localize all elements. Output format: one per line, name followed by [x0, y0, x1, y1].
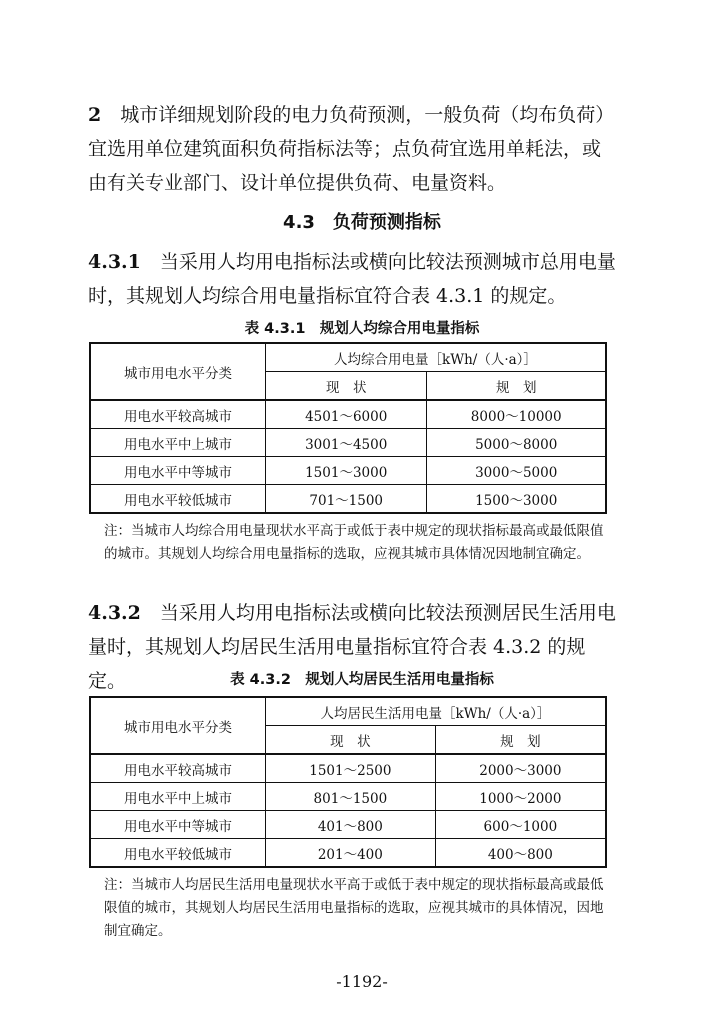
- table1-header-group: 人均综合用电量［kWh/（人·a）］: [266, 343, 607, 372]
- row-current: 701～1500: [266, 485, 427, 514]
- table-row: [90, 485, 606, 514]
- clause-number: 4.3.2: [88, 602, 141, 624]
- row-planned: 400～800: [435, 839, 606, 868]
- row-category: 用电水平较高城市: [90, 754, 266, 783]
- row-category: 用电水平中等城市: [90, 457, 266, 485]
- table-row: [90, 400, 606, 429]
- row-category: 用电水平中上城市: [90, 783, 266, 811]
- table2-header-group: 人均居民生活用电量［kWh/（人·a）］: [266, 697, 607, 726]
- table2-header-current: 现 状: [266, 726, 436, 755]
- table1-header-category: 城市用电水平分类: [90, 343, 266, 400]
- paragraph-text: 城市详细规划阶段的电力负荷预测，一般负荷（均布负荷）宜选用单位建筑面积负荷指标法等；点负荷宜选用单耗法，或由有关专业部门、设计单位提供负荷、电量资料。: [88, 104, 615, 194]
- table1: [89, 342, 607, 514]
- note-text: 当城市人均居民生活用电量现状水平高于或低于表中规定的现状指标最高或最低限值的城市，其规划人均居民生活用电量指标的选取，应视其城市的具体情况，因地制宜确定。: [104, 877, 604, 939]
- row-category: 用电水平较低城市: [90, 485, 266, 514]
- table-row: [90, 457, 606, 485]
- row-current: 1501～2500: [266, 754, 436, 783]
- clause-4-3-1: [88, 245, 618, 313]
- table2-caption: 表 4.3.2 规划人均居民生活用电量指标: [230, 672, 494, 688]
- row-planned: 5000～8000: [427, 429, 606, 457]
- row-planned: 8000～10000: [427, 400, 606, 429]
- table-row: [90, 429, 606, 457]
- clause-text: 当采用人均用电指标法或横向比较法预测城市总用电量时，其规划人均综合用电量指标宜符合表 4.3.1 的规定。: [88, 251, 616, 307]
- row-planned: 2000～3000: [435, 754, 606, 783]
- table-row: [90, 839, 606, 868]
- row-current: 201～400: [266, 839, 436, 868]
- table-row: [90, 783, 606, 811]
- table2-header-planned: 规 划: [435, 726, 606, 755]
- note-label: 注：: [104, 877, 131, 893]
- table1-header-planned: 规 划: [427, 372, 606, 401]
- table-row: [90, 811, 606, 839]
- note-label: 注：: [104, 523, 131, 539]
- row-planned: 600～1000: [435, 811, 606, 839]
- note-text: 当城市人均综合用电量现状水平高于或低于表中规定的现状指标最高或最低限值的城市。其规划人均综合用电量指标的选取，应视其城市具体情况因地制宜确定。: [104, 523, 604, 562]
- row-planned: 1000～2000: [435, 783, 606, 811]
- clause-number: 4.3.1: [88, 251, 141, 273]
- table-row: [90, 754, 606, 783]
- table2-note: [104, 874, 616, 943]
- page-number: -1192-: [336, 972, 388, 991]
- row-current: 401～800: [266, 811, 436, 839]
- clause-text: 当采用人均用电指标法或横向比较法预测居民生活用电量时，其规划人均居民生活用电量指标宜符合表 4.3.2 的规定。: [88, 602, 616, 692]
- paragraph-number: 2: [88, 104, 102, 126]
- row-category: 用电水平中上城市: [90, 429, 266, 457]
- table1-caption: 表 4.3.1 规划人均综合用电量指标: [244, 321, 480, 337]
- row-category: 用电水平较高城市: [90, 400, 266, 429]
- section-heading: 4.3 负荷预测指标: [283, 212, 441, 233]
- row-category: 用电水平较低城市: [90, 839, 266, 868]
- row-current: 3001～4500: [266, 429, 427, 457]
- row-current: 1501～3000: [266, 457, 427, 485]
- table1-note: [104, 520, 616, 566]
- table2-header-category: 城市用电水平分类: [90, 697, 266, 754]
- row-planned: 3000～5000: [427, 457, 606, 485]
- row-current: 4501～6000: [266, 400, 427, 429]
- table1-header-current: 现 状: [266, 372, 427, 401]
- row-planned: 1500～3000: [427, 485, 606, 514]
- paragraph-detailed-planning: [88, 98, 618, 200]
- row-current: 801～1500: [266, 783, 436, 811]
- table2: [89, 696, 607, 868]
- row-category: 用电水平中等城市: [90, 811, 266, 839]
